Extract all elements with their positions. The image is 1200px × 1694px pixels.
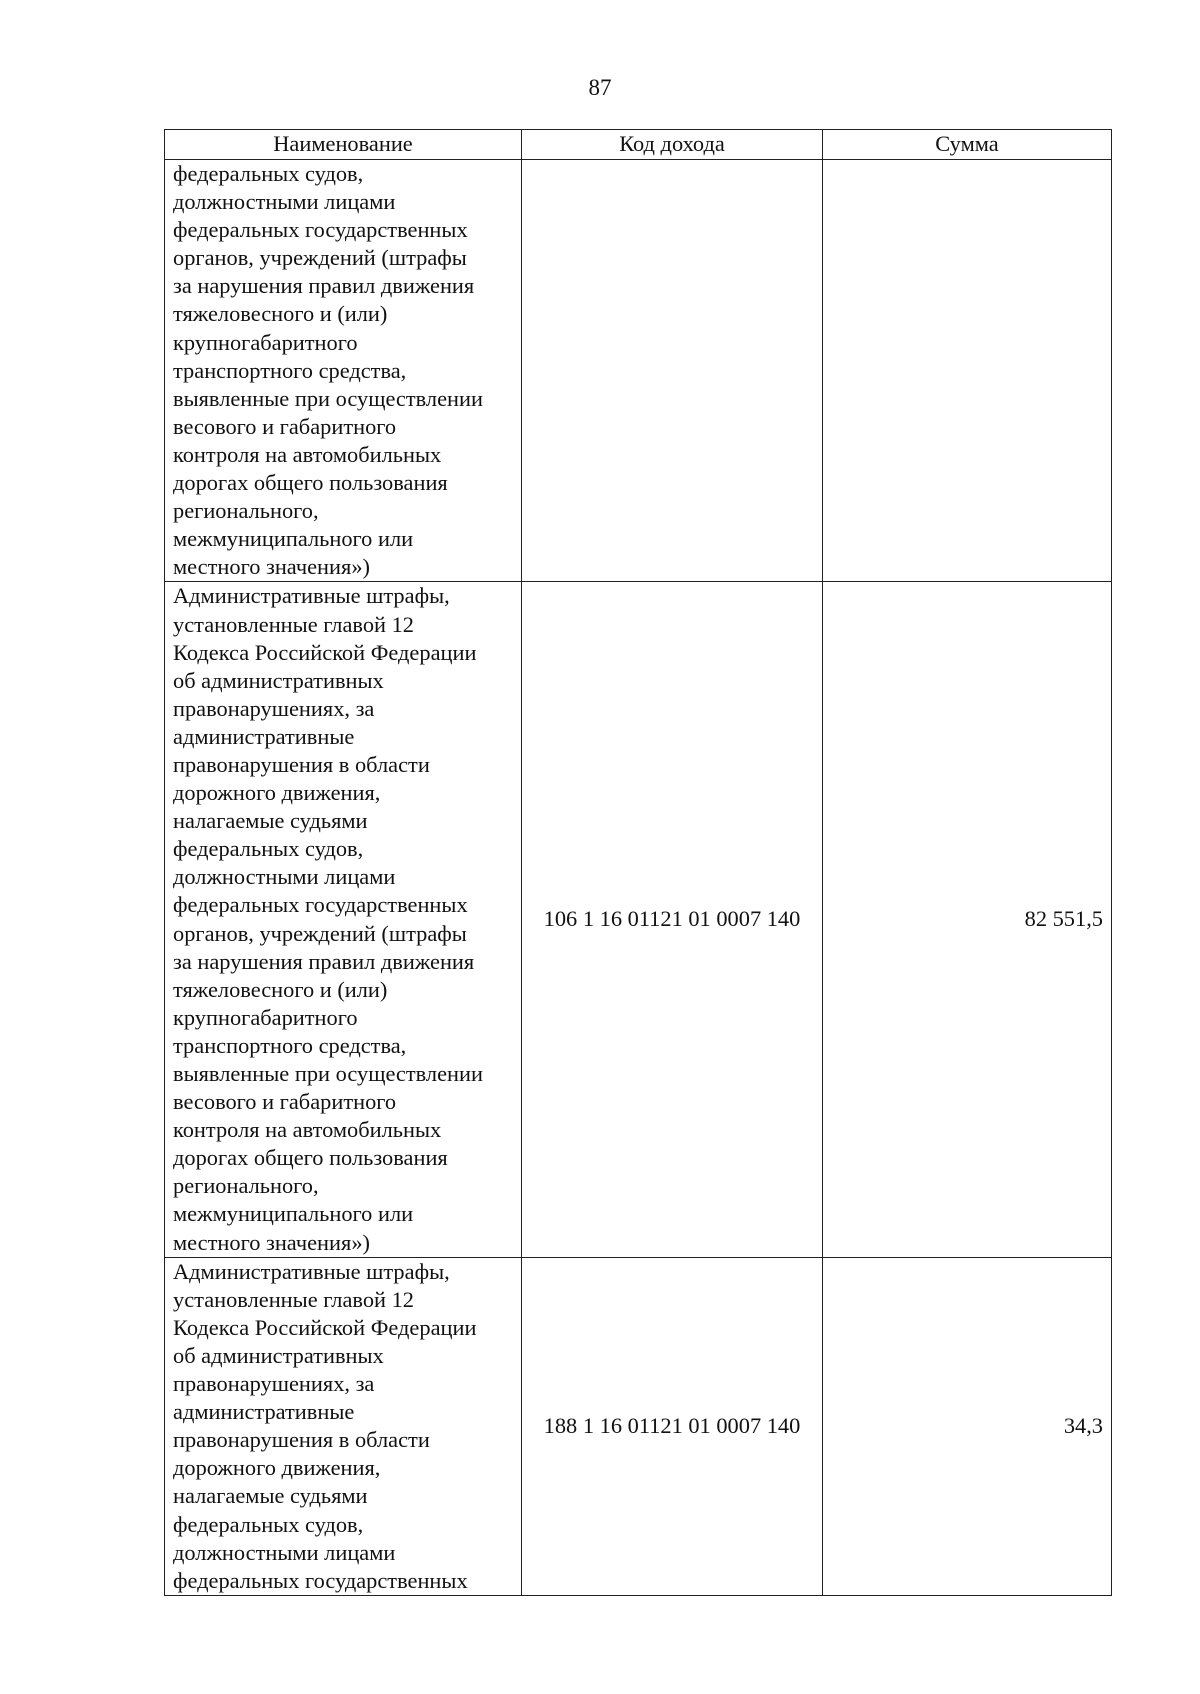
name-line: правонарушения в области <box>173 1427 430 1453</box>
name-line: выявленные при осуществлении <box>173 385 483 411</box>
name-line: налагаемые судьями <box>173 808 368 834</box>
name-line: межмуниципального или <box>173 1201 414 1227</box>
name-line: регионального, <box>173 498 319 524</box>
table-row <box>165 1257 1112 1595</box>
row-name-cell <box>165 160 522 582</box>
name-line: дорогах общего пользования <box>173 1145 448 1171</box>
name-line: весового и габаритного <box>173 413 397 439</box>
name-line: установленные главой 12 <box>173 1286 414 1312</box>
name-line: федеральных государственных <box>173 1567 468 1593</box>
name-line: Административные штрафы, <box>173 1258 450 1284</box>
name-line: органов, учреждений (штрафы <box>173 920 467 946</box>
name-line: регионального, <box>173 1173 319 1199</box>
name-line: федеральных судов, <box>173 1511 364 1537</box>
revenue-table <box>164 129 1112 1596</box>
row-sum-cell <box>823 160 1112 582</box>
name-line: Кодекса Российской Федерации <box>173 1314 477 1340</box>
name-line: органов, учреждений (штрафы <box>173 245 467 271</box>
table-row <box>165 160 1112 582</box>
name-line: установленные главой 12 <box>173 611 414 637</box>
name-line: федеральных судов, <box>173 161 364 186</box>
name-line: федеральных государственных <box>173 892 468 918</box>
name-line: Кодекса Российской Федерации <box>173 639 477 665</box>
name-line: федеральных государственных <box>173 217 468 243</box>
name-line: должностными лицами <box>173 1539 396 1565</box>
name-line: дорожного движения, <box>173 780 381 806</box>
row-sum-cell: 82 551,5 <box>823 582 1112 1257</box>
header-sum: Сумма <box>823 130 1112 160</box>
name-line: межмуниципального или <box>173 526 414 552</box>
row-code-cell: 106 1 16 01121 01 0007 140 <box>522 582 823 1257</box>
name-line: административные <box>173 1399 355 1425</box>
name-line: об административных <box>173 667 384 693</box>
name-line: тяжеловесного и (или) <box>173 976 388 1002</box>
name-line: за нарушения правил движения <box>173 273 475 299</box>
name-line: правонарушениях, за <box>173 695 375 721</box>
name-line: административные <box>173 723 355 749</box>
table-header-row <box>165 130 1112 160</box>
row-name-cell <box>165 582 522 1257</box>
name-line: должностными лицами <box>173 189 396 215</box>
name-line: весового и габаритного <box>173 1089 397 1115</box>
name-line: правонарушениях, за <box>173 1371 375 1397</box>
name-line: местного значения») <box>173 554 370 580</box>
name-line: крупногабаритного <box>173 329 358 355</box>
name-line: налагаемые судьями <box>173 1483 368 1509</box>
name-line: выявленные при осуществлении <box>173 1061 483 1086</box>
table-row <box>165 582 1112 1257</box>
name-line: контроля на автомобильных <box>173 441 442 467</box>
name-line: дорожного движения, <box>173 1455 381 1481</box>
row-sum-cell: 34,3 <box>823 1257 1112 1595</box>
name-line: Административные штрафы, <box>173 583 450 609</box>
name-line: контроля на автомобильных <box>173 1117 442 1143</box>
page-number: 87 <box>588 75 612 100</box>
name-line: за нарушения правил движения <box>173 948 475 974</box>
row-code-cell: 188 1 16 01121 01 0007 140 <box>522 1257 823 1595</box>
name-line: дорогах общего пользования <box>173 470 448 496</box>
name-line: транспортного средства, <box>173 1032 407 1058</box>
name-line: тяжеловесного и (или) <box>173 301 388 327</box>
header-name: Наименование <box>165 130 522 160</box>
row-code-cell <box>522 160 823 582</box>
row-name-cell <box>165 1257 522 1595</box>
name-line: крупногабаритного <box>173 1004 358 1030</box>
name-line: правонарушения в области <box>173 751 430 777</box>
name-line: должностными лицами <box>173 864 396 890</box>
header-code: Код дохода <box>522 130 823 160</box>
name-line: местного значения») <box>173 1229 370 1255</box>
name-line: об административных <box>173 1342 384 1368</box>
name-line: транспортного средства, <box>173 357 407 383</box>
name-line: федеральных судов, <box>173 836 364 862</box>
